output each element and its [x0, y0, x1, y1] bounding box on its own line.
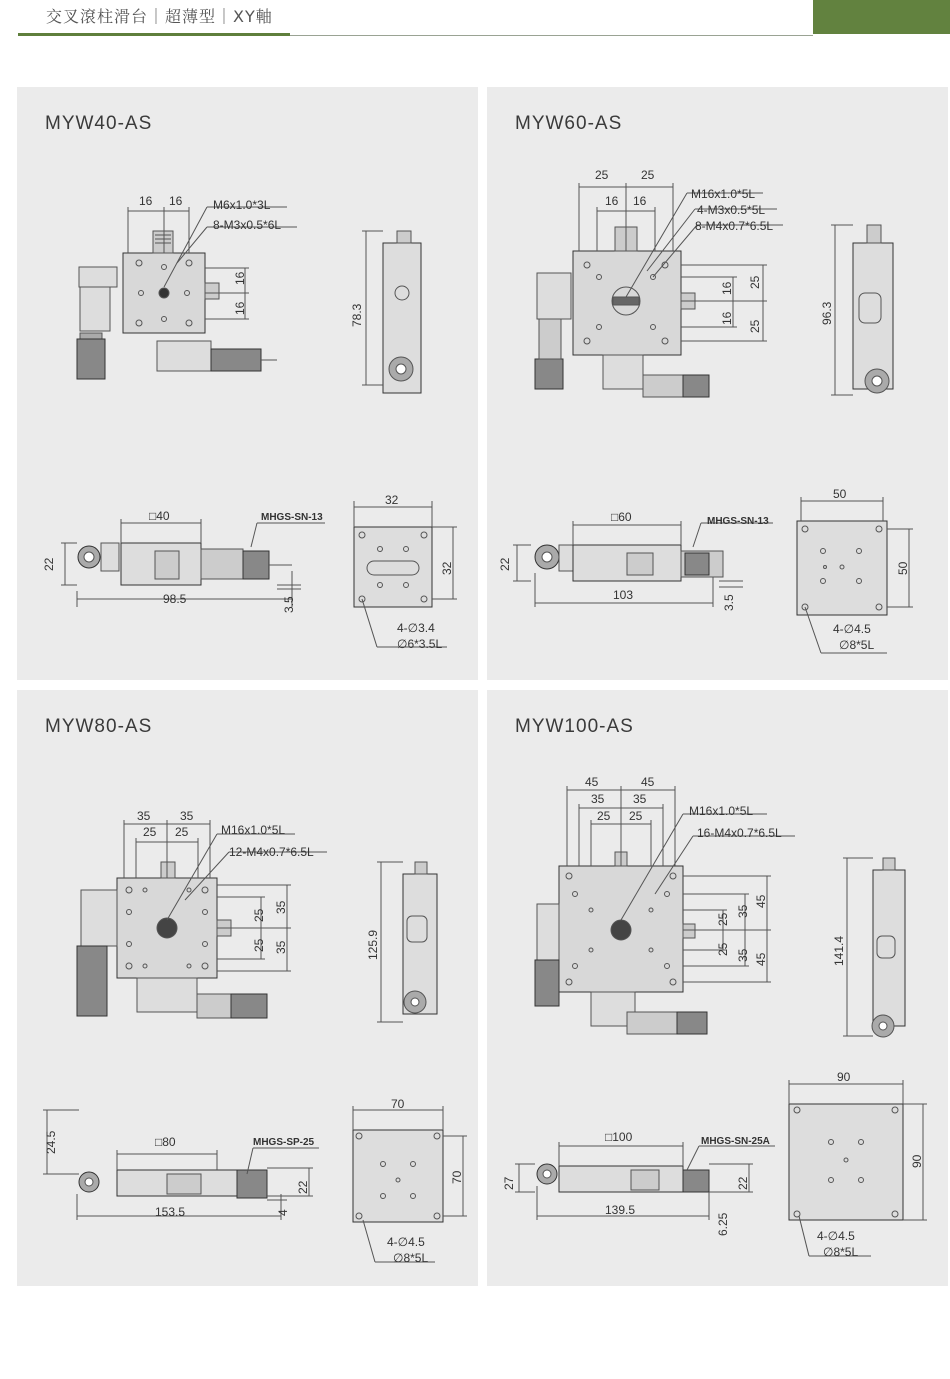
- dim-vert-inner-upper: 25: [252, 908, 266, 922]
- dim-vert-inner-lower: 25: [252, 938, 266, 952]
- top-view: [535, 786, 905, 1037]
- dim-height: 141.4: [832, 935, 846, 966]
- micrometer-model: MHGS-SN-13: [707, 516, 769, 527]
- dim-side-h2: 22: [736, 1176, 750, 1190]
- dim-length: 98.5: [163, 592, 187, 606]
- dim-side-h: 22: [42, 557, 56, 571]
- dim-length: 153.5: [155, 1205, 186, 1219]
- holes-spec: 12-M4x0.7*6.5L: [229, 845, 314, 859]
- dim-inner-left: 25: [143, 825, 157, 839]
- dim-mid-left: 35: [591, 792, 605, 806]
- holes-spec: 16-M4x0.7*6.5L: [697, 826, 782, 840]
- product-panel-myw100: [487, 690, 948, 1286]
- hole-spec-1: 4-∅4.5: [387, 1235, 425, 1249]
- holes-spec-a: 4-M3x0.5*5L: [697, 203, 766, 217]
- top-view: [77, 207, 421, 393]
- dim-height: 96.3: [820, 301, 834, 325]
- dim-vert-outer-upper: 45: [754, 894, 768, 908]
- dim-vert-outer-lower: 45: [754, 952, 768, 966]
- dim-vert-outer-upper: 35: [274, 900, 288, 914]
- dim-vert-inner-lower: 25: [716, 942, 730, 956]
- header-accent-bar: [813, 0, 950, 34]
- hole-spec-2: ∅6*3.5L: [397, 637, 443, 651]
- base-width: 90: [837, 1070, 851, 1084]
- dim-mid-right: 35: [633, 792, 647, 806]
- micrometer-model: MHGS-SP-25: [253, 1137, 315, 1148]
- dim-side-h: 27: [502, 1176, 516, 1190]
- base-height: 32: [440, 561, 454, 575]
- product-panel-myw60: [487, 87, 948, 680]
- model-title: MYW60-AS: [515, 113, 623, 134]
- product-panel-myw80: [17, 690, 478, 1286]
- drawing-myw60: [487, 87, 948, 680]
- dim-outer-right: 45: [641, 775, 655, 789]
- page-title: 交叉滾柱滑台｜超薄型｜XY軸: [46, 7, 273, 26]
- dim-vert-inner-lower: 16: [720, 311, 734, 325]
- product-panel-myw40: [17, 87, 478, 680]
- base-height: 90: [910, 1154, 924, 1168]
- dim-vert-inner-upper: 25: [716, 912, 730, 926]
- dim-length: 139.5: [605, 1203, 636, 1217]
- dim-top-left: 16: [139, 194, 153, 208]
- dim-offset: 3.5: [282, 596, 296, 613]
- model-title: MYW80-AS: [45, 716, 153, 737]
- dim-outer-right: 25: [641, 168, 655, 182]
- dim-inner-right: 16: [633, 194, 647, 208]
- base-width: 32: [385, 493, 399, 507]
- thread-spec: M16x1.0*5L: [689, 804, 754, 818]
- hole-spec-1: 4-∅4.5: [833, 622, 871, 636]
- dim-outer-right: 35: [180, 809, 194, 823]
- dim-vert-inner-upper: 16: [720, 281, 734, 295]
- holes-spec: 8-M3x0.5*6L: [213, 218, 282, 232]
- thread-spec: M16x1.0*5L: [691, 187, 756, 201]
- model-title: MYW40-AS: [45, 113, 153, 134]
- dim-vert-outer-lower: 25: [748, 319, 762, 333]
- micrometer-model: MHGS-SN-13: [261, 512, 323, 523]
- base-width: 70: [391, 1097, 405, 1111]
- size-label: □80: [155, 1135, 176, 1149]
- drawing-myw40: [17, 87, 478, 680]
- dim-length: 103: [613, 588, 634, 602]
- drawing-myw100: [487, 690, 948, 1286]
- dim-vert-outer-upper: 25: [748, 275, 762, 289]
- hole-spec-2: ∅8*5L: [839, 638, 875, 652]
- base-height: 70: [450, 1170, 464, 1184]
- dim-outer-left: 25: [595, 168, 609, 182]
- dim-offset: 4: [276, 1209, 290, 1216]
- dim-inner-left: 25: [597, 809, 611, 823]
- hole-spec-1: 4-∅4.5: [817, 1229, 855, 1243]
- base-view: [789, 1080, 927, 1256]
- front-view: [43, 1110, 319, 1220]
- drawing-myw80: [17, 690, 478, 1286]
- dim-inner-right: 25: [629, 809, 643, 823]
- dim-inner-right: 25: [175, 825, 189, 839]
- size-label: □60: [611, 510, 632, 524]
- dim-vert-outer-lower: 35: [274, 940, 288, 954]
- size-label: □40: [149, 509, 170, 523]
- dim-offset: 3.5: [722, 594, 736, 611]
- hole-spec-1: 4-∅3.4: [397, 621, 435, 635]
- dim-top-right: 16: [169, 194, 183, 208]
- model-title: MYW100-AS: [515, 716, 634, 737]
- dim-side-h2: 22: [296, 1180, 310, 1194]
- hole-spec-2: ∅8*5L: [823, 1245, 859, 1259]
- front-view: [61, 519, 325, 607]
- dim-height: 78.3: [350, 303, 364, 327]
- title-underline: [18, 33, 290, 36]
- micrometer-model: MHGS-SN-25A: [701, 1136, 770, 1147]
- dim-height: 125.9: [366, 929, 380, 960]
- dim-vert-upper: 16: [233, 271, 247, 285]
- dim-vert-mid-lower: 35: [736, 948, 750, 962]
- dim-offset: 6.25: [716, 1212, 730, 1236]
- base-height: 50: [896, 561, 910, 575]
- dim-outer-left: 35: [137, 809, 151, 823]
- dim-outer-left: 45: [585, 775, 599, 789]
- front-view: [513, 521, 773, 607]
- base-width: 50: [833, 487, 847, 501]
- dim-vert-mid-upper: 35: [736, 904, 750, 918]
- thread-spec: M16x1.0*5L: [221, 823, 286, 837]
- page-header: [0, 0, 950, 40]
- dim-side-h: 22: [498, 557, 512, 571]
- dim-inner-left: 16: [605, 194, 619, 208]
- dim-vert-lower: 16: [233, 301, 247, 315]
- thread-spec: M6x1.0*3L: [213, 198, 271, 212]
- size-label: □100: [605, 1130, 633, 1144]
- hole-spec-2: ∅8*5L: [393, 1251, 429, 1265]
- dim-side-h: 24.5: [44, 1130, 58, 1154]
- holes-spec-b: 8-M4x0.7*6.5L: [695, 219, 774, 233]
